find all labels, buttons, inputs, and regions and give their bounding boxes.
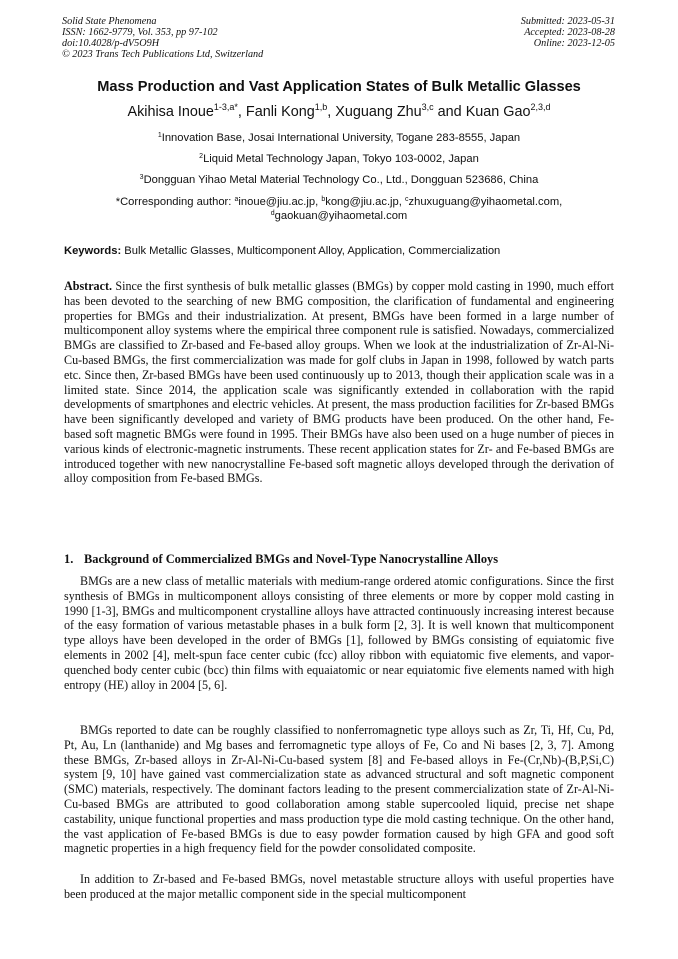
paper-title: Mass Production and Vast Application States of Bulk Metallic Glasses: [97, 79, 581, 95]
author-name: Xuguang Zhu: [335, 104, 422, 120]
email-link[interactable]: inoue@jiu.ac.jp: [238, 196, 316, 208]
author-list: [0, 104, 678, 120]
author-separator: ,: [237, 104, 246, 120]
author-affiliation-mark: 2,3,d: [530, 102, 551, 112]
affiliation-number: 3: [139, 174, 144, 181]
affiliation-text: Liquid Metal Technology Japan, Tokyo 103-0002, Japan: [203, 153, 479, 165]
body-paragraph: In addition to Zr-based and Fe-based BMGs, novel metastable structure alloys with useful properties have been produced at the major metallic component side in the special multicomponent: [64, 872, 614, 901]
affiliation-text: Innovation Base, Josai International University, Togane 283-8555, Japan: [161, 132, 521, 144]
journal-doi[interactable]: doi:10.4028/p-dV5O9H: [62, 38, 160, 49]
affiliation-text: Dongguan Yihao Metal Material Technology Co., Ltd., Dongguan 523686, China: [143, 174, 539, 186]
abstract: [64, 279, 614, 486]
affiliation-2: [0, 153, 678, 165]
publication-dates: [521, 16, 615, 49]
affiliation-3: [0, 174, 678, 186]
email-link[interactable]: gaokuan@yihaometal.com: [274, 210, 408, 222]
author-name: Akihisa Inoue: [127, 104, 214, 120]
email-mark: c: [405, 196, 409, 203]
section-heading: [64, 552, 624, 567]
corresponding-label: *Corresponding author:: [115, 196, 235, 208]
abstract-text: Since the first synthesis of bulk metallic glasses (BMGs) by copper mold casting in 1990, much effort has been devoted to the searching of new BMG composition, the clarification of fundamental and engineering properties for BMGs and their industrialization. At present, BMGs have been formed in a large number of multicomponent alloy systems where the empirical three component rule is satisfied. Nowadays, commercialized BMGs are classified to Zr-based and Fe-based alloy groups. When we look at the industrialization of Zr-Al-Ni-Cu-based BMGs, the first commercialization was made for golf clubs in Japan in 1998, followed by watch parts etc. Since then, Zr-based BMGs have been used continuously up to 2013, though their application scale was in a limited state. Since 2014, the application scale was significantly extended in collaboration with the rapid developments of smartphones and electric vehicles. At present, the mass production facilities for Zr-based BMGs have been significantly developed and variety of BMG products have been produced. On the other hand, Fe-based soft magnetic BMGs were found in 1995. Their BMGs have also been used on a huge number of pieces in various kinds of electronic-magnetic instruments. These recent application states for Zr- and Fe-based BMGs are introduced together with new nanocrystalline Fe-based soft magnetic alloys developed through the derivation of alloy composition from Fe-based BMGs.: [64, 279, 614, 486]
email-mark: a: [234, 196, 239, 203]
affiliation-number: 1: [157, 132, 162, 139]
affiliation-number: 2: [199, 153, 204, 160]
email-mark: b: [321, 196, 326, 203]
author-affiliation-mark: 1-3,a*: [213, 102, 238, 112]
accepted-date: Accepted: 2023-08-28: [524, 27, 615, 38]
journal-name: Solid State Phenomena: [62, 16, 157, 27]
keywords-text: Bulk Metallic Glasses, Multicomponent Alloy, Application, Commercialization: [121, 245, 501, 257]
journal-copyright: © 2023 Trans Tech Publications Ltd, Switzerland: [62, 49, 264, 60]
email-mark: d: [270, 210, 275, 217]
affiliation-1: [0, 132, 678, 144]
email-link[interactable]: kong@jiu.ac.jp: [325, 196, 399, 208]
section-number: 1.: [64, 552, 74, 566]
online-date: Online: 2023-12-05: [533, 38, 615, 49]
corresponding-author: *Corresponding author: $^a$inoue@jiu.ac.jp, $^b$kong@jiu.ac.jp, $^c$zhuxuguang@yihaometal.com, $^d$gaokuan@yihaometal.com: [115, 196, 563, 222]
journal-issn: ISSN: 1662-9779, Vol. 353, pp 97-102: [62, 27, 218, 38]
email-link[interactable]: zhuxuguang@yihaometal.com: [408, 196, 560, 208]
body-paragraph: BMGs reported to date can be roughly classified to nonferromagnetic type alloys such as Zr, Ti, Hf, Cu, Pd, Pt, Au, Ln (lanthanide) and Mg bases and ferromagnetic type alloys of Fe, Co and Ni bases [2, 3, 7]. Among these BMGs, Zr-based alloys in Zr-Al-Ni-Cu-based system [8] and Fe-based alloys in Fe-(Cr,Nb)-(B,P,Si,C) system [9, 10] have gained vast commercialization state as advanced structural and soft magnetic component (SMC) materials, respectively. The dominant factors leading to the present commercialization state of Zr-Al-Ni-Cu-based BMGs are attributed to good collaboration among stable supercooled liquid, precise net shape castability, unique functional properties and mass production type die mold casting technique. On the other hand, the vast application of Fe-based BMGs is due to easy powder formation caused by high GFA and good soft magnetic properties in a high frequency field for the powder consolidated composite.: [64, 723, 614, 856]
keywords: [64, 245, 624, 257]
keywords-label: Keywords:: [64, 245, 122, 257]
section-title: Background of Commercialized BMGs and Novel-Type Nanocrystalline Alloys: [84, 552, 499, 566]
author-separator: and: [433, 104, 466, 120]
journal-info: [62, 16, 263, 60]
author-separator: ,: [327, 104, 336, 120]
author-affiliation-mark: 1,b: [314, 102, 328, 112]
submitted-date: Submitted: 2023-05-31: [520, 16, 615, 27]
author-affiliation-mark: 3,c: [421, 102, 434, 112]
author-name: Kuan Gao: [465, 104, 531, 120]
author-name: Fanli Kong: [245, 104, 315, 120]
abstract-label: Abstract.: [64, 279, 113, 293]
body-paragraph: BMGs are a new class of metallic materials with medium-range ordered atomic configurations. Since the first synthesis of BMGs in multicomponent alloys consisting of three elements or more by copper mold casting in 1990 [1-3], BMGs and multicomponent crystalline alloys have attracted continuously increasing interest because of the easy formation of various metastable phases in a bulk form [2, 3]. It is well known that multicomponent type alloys have been developed in the order of BMGs [1], followed by BMGs consisting of equiatomic five elements in 2002 [4], melt-spun face center cubic (fcc) alloy ribbon with equiatomic five elements, and vapor-quenched body center cubic (bcc) thin films with equaiatomic or near equiatomic five elements named with high entropy (HE) alloy in 2004 [5, 6].: [64, 574, 614, 692]
